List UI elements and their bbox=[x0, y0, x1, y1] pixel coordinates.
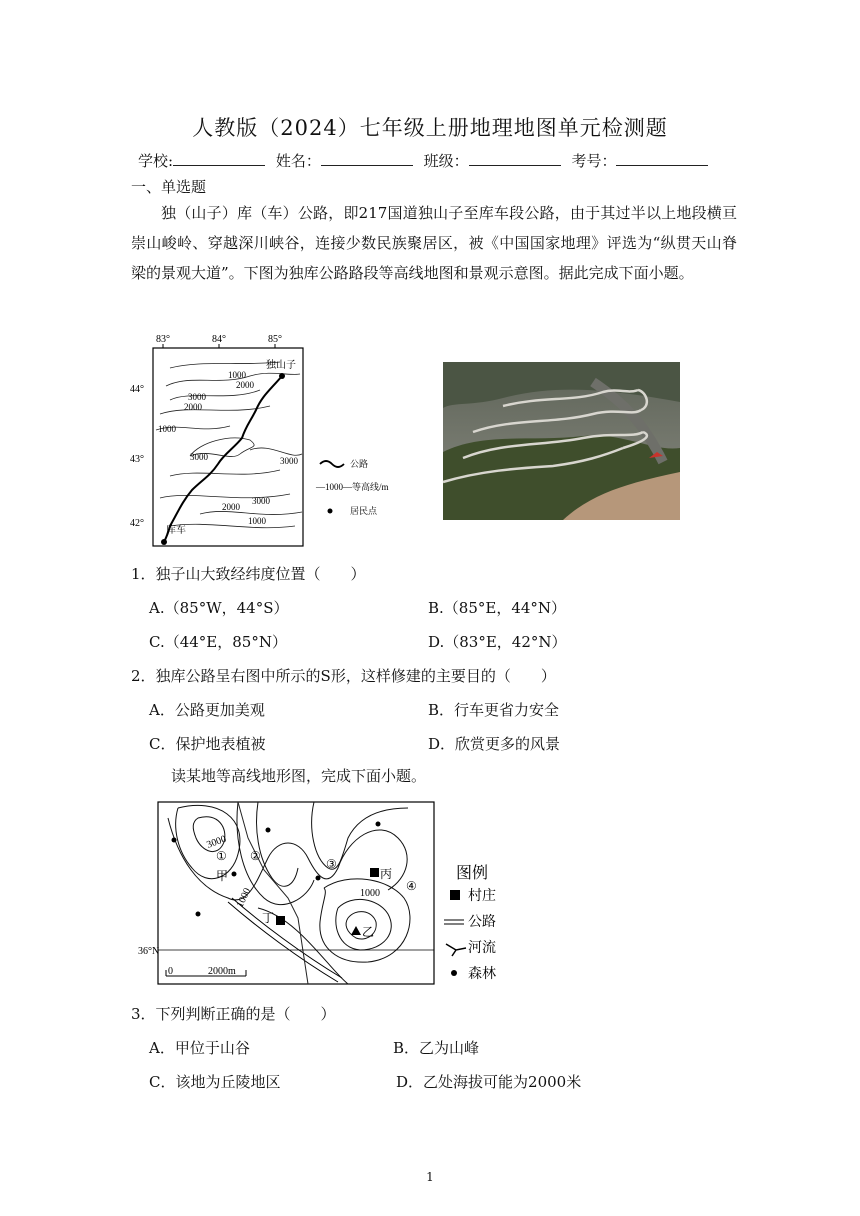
legend-river: 河流 bbox=[468, 941, 496, 956]
q3-option-d[interactable]: D．乙处海拔可能为2000米 bbox=[396, 1073, 582, 1091]
name-label: 姓名： bbox=[275, 152, 321, 170]
lat-label-44: 44° bbox=[130, 384, 144, 395]
svg-text:1000: 1000 bbox=[228, 370, 246, 380]
legend-settlement-symbol bbox=[328, 509, 333, 514]
contour-labels bbox=[158, 370, 299, 526]
map2-frame bbox=[158, 802, 434, 984]
svg-text:3000: 3000 bbox=[252, 496, 270, 506]
legend-settlement: 居民点 bbox=[350, 506, 378, 516]
legend-forest: 森林 bbox=[468, 967, 496, 982]
section-heading: 一、单选题 bbox=[131, 178, 207, 196]
page-number: 1 bbox=[426, 1170, 434, 1184]
legend-village: 村庄 bbox=[468, 889, 496, 904]
legend-contour: —1000—等高线/m bbox=[316, 482, 389, 492]
contour-3000-label: 3000 bbox=[205, 833, 228, 851]
q1-option-a[interactable]: A.（85°W，44°S） bbox=[149, 599, 289, 617]
kuqa-dot bbox=[161, 539, 167, 545]
marker-1: ① bbox=[216, 849, 227, 863]
passage-1: 独（山子）库（车）公路，即217国道独山子至库车段公路，由于其过半以上地段横亘崇山峻岭、穿越深川峡谷，连接少数民族聚居区，被《中国国家地理》评选为“纵贯天山脊梁的景观大道”。下图为独库公路路段等高线地图和景观示意图。据此完成下面小题。 bbox=[131, 204, 737, 282]
place-bing: 丙 bbox=[380, 867, 393, 881]
svg-text:3000: 3000 bbox=[280, 456, 298, 466]
exam-no-blank[interactable] bbox=[616, 151, 708, 166]
q1-option-b[interactable]: B.（85°E，44°N） bbox=[428, 599, 567, 617]
marker-2: ② bbox=[250, 849, 261, 863]
svg-text:2000: 2000 bbox=[184, 402, 202, 412]
scale-2000m: 2000m bbox=[208, 966, 236, 977]
school-label: 学校: bbox=[138, 152, 174, 170]
place-yi: 乙 bbox=[362, 925, 375, 939]
svg-text:1000: 1000 bbox=[248, 516, 266, 526]
page-title: 人教版（2024）七年级上册地理地图单元检测题 bbox=[192, 116, 668, 140]
q1-option-c[interactable]: C.（44°E，85°N） bbox=[149, 633, 287, 651]
q1-option-d[interactable]: D.（83°E，42°N） bbox=[428, 633, 567, 651]
marker-4: ④ bbox=[406, 879, 417, 893]
svg-text:3000: 3000 bbox=[188, 392, 206, 402]
legend-road-2: 公路 bbox=[468, 915, 496, 930]
dushanzi-label: 独山子 bbox=[266, 360, 296, 371]
legend-road: 公路 bbox=[350, 459, 369, 469]
q2-option-a[interactable]: A．公路更加美观 bbox=[149, 701, 265, 719]
legend-river-symbol bbox=[446, 944, 466, 956]
place-jia: 甲 bbox=[216, 869, 229, 883]
q2-option-d[interactable]: D．欣赏更多的风景 bbox=[428, 735, 561, 753]
place-ding: 丁 bbox=[262, 911, 275, 925]
lat-label-42: 42° bbox=[130, 518, 144, 529]
question-1-stem: 1．独子山大致经纬度位置（ ） bbox=[131, 565, 366, 583]
question-3-stem: 3．下列判断正确的是（ ） bbox=[131, 1005, 336, 1023]
lon-label-83: 83° bbox=[156, 334, 170, 345]
road-line-b bbox=[232, 898, 342, 978]
lat-label-43: 43° bbox=[130, 454, 144, 465]
q3-option-c[interactable]: C．该地为丘陵地区 bbox=[149, 1073, 281, 1091]
svg-text:2000: 2000 bbox=[236, 380, 254, 390]
svg-text:1000: 1000 bbox=[158, 424, 176, 434]
scale-zero: 0 bbox=[168, 966, 173, 977]
topographic-map bbox=[138, 798, 510, 988]
q3-option-b[interactable]: B．乙为山峰 bbox=[393, 1039, 480, 1057]
name-blank[interactable] bbox=[321, 151, 413, 166]
legend-road-symbol bbox=[320, 461, 344, 467]
q2-option-c[interactable]: C．保护地表植被 bbox=[149, 735, 266, 753]
legend-village-symbol bbox=[450, 890, 460, 900]
marker-3: ③ bbox=[326, 857, 337, 871]
peak-triangle bbox=[351, 926, 361, 935]
lon-label-85: 85° bbox=[268, 334, 282, 345]
student-info-line bbox=[138, 150, 714, 171]
lat-36n-label: 36°N bbox=[138, 946, 160, 957]
passage-2: 读某地等高线地形图，完成下面小题。 bbox=[171, 767, 427, 785]
kuqa-label: 库车 bbox=[166, 525, 186, 536]
legend-title: 图例 bbox=[456, 865, 489, 882]
q3-option-a[interactable]: A．甲位于山谷 bbox=[149, 1039, 250, 1057]
legend-forest-symbol bbox=[451, 970, 457, 976]
village-bing bbox=[370, 868, 379, 877]
school-blank[interactable] bbox=[173, 151, 265, 166]
contour-1000-label-a: 1000 bbox=[234, 886, 254, 910]
class-blank[interactable] bbox=[469, 151, 561, 166]
contour-1000-label-b: 1000 bbox=[360, 888, 380, 899]
exam-no-label: 考号： bbox=[571, 152, 617, 170]
class-label: 班级： bbox=[423, 152, 469, 170]
duku-road-photo bbox=[443, 362, 680, 520]
duku-contour-map bbox=[130, 330, 389, 552]
lon-label-84: 84° bbox=[212, 334, 226, 345]
dushanzi-dot bbox=[279, 373, 285, 379]
svg-text:2000: 2000 bbox=[222, 502, 240, 512]
q2-option-b[interactable]: B．行车更省力安全 bbox=[428, 701, 560, 719]
village-ding bbox=[276, 916, 285, 925]
question-2-stem: 2．独库公路呈右图中所示的S形，这样修建的主要目的（ ） bbox=[131, 667, 556, 685]
svg-text:3000: 3000 bbox=[190, 452, 208, 462]
